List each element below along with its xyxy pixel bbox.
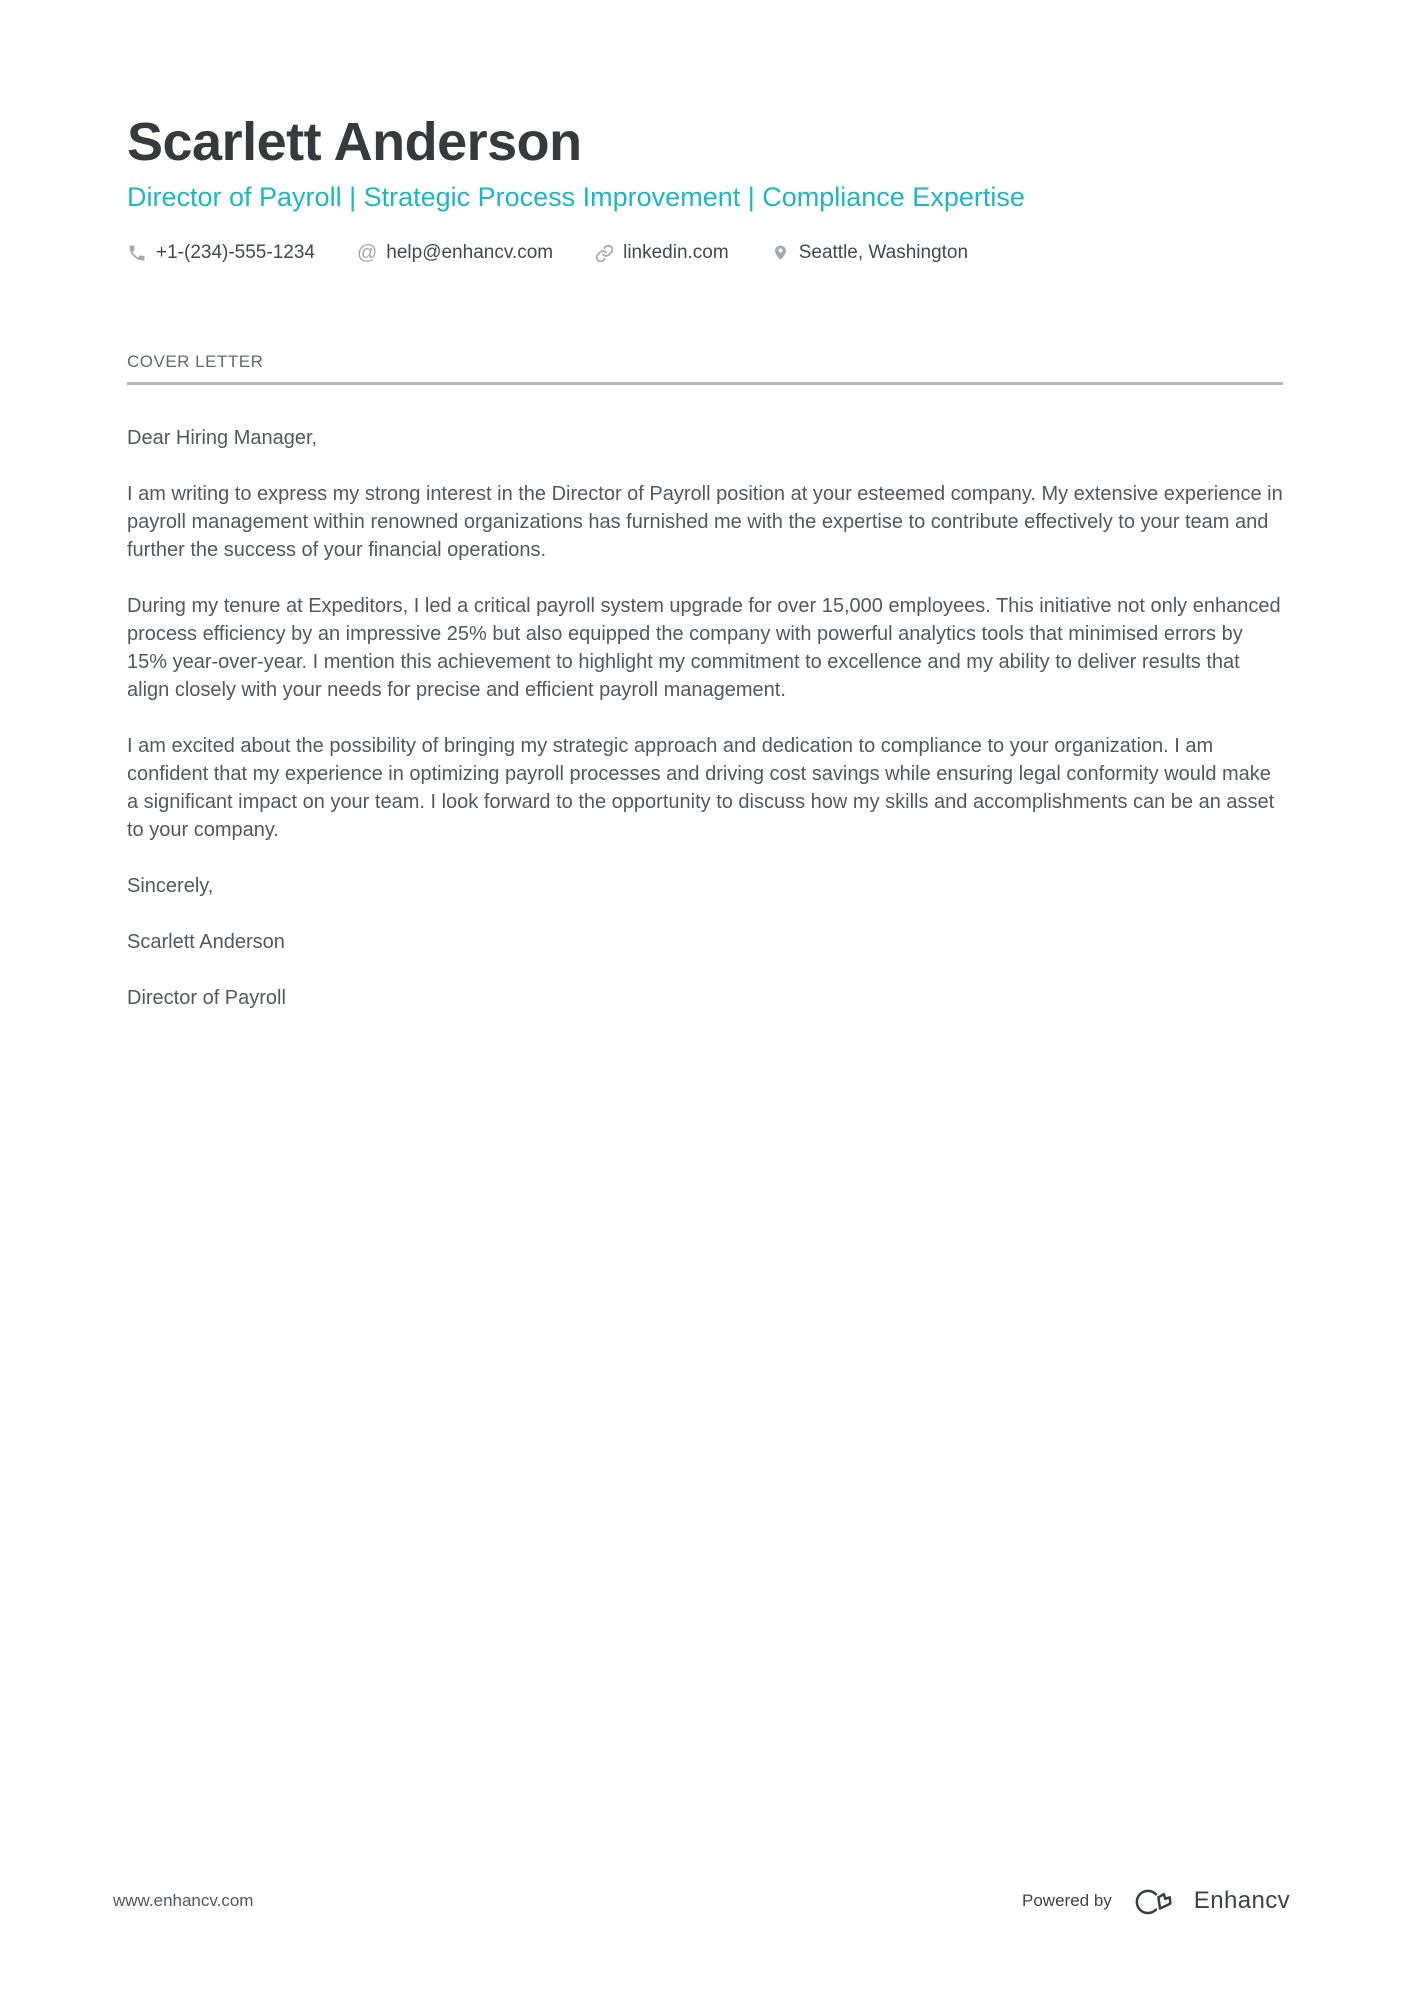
letter-paragraph: During my tenure at Expeditors, I led a critical payroll system upgrade for over 15,000 employees. This initiative not only enhanced process efficiency by an impressive 25% but also equipped the company with powerful analytics tools that minimised errors by 15% year-over-year. I mention this achievement to highlight my commitment to excellence and my ability to deliver results that align closely with your needs for precise and efficient payroll management. (127, 595, 1281, 702)
contact-phone-text: +1-(234)-555-1234 (156, 242, 315, 264)
powered-by-label: Powered by (1022, 1891, 1112, 1910)
person-headline: Director of Payroll | Strategic Process Improvement | Compliance Expertise (127, 182, 1025, 213)
contact-location (771, 242, 968, 264)
page-footer (113, 1883, 1290, 1919)
location-icon (771, 244, 790, 263)
signature-name: Scarlett Anderson (127, 931, 285, 954)
brand-name: Enhancv (1193, 1887, 1290, 1914)
letter-greeting: Dear Hiring Manager, (127, 427, 318, 450)
cover-letter-body (127, 424, 1283, 1012)
contact-location-text: Seattle, Washington (798, 242, 969, 264)
person-name: Scarlett Anderson (127, 112, 582, 172)
footer-site-link[interactable]: www.enhancv.com (113, 1891, 254, 1910)
contact-phone[interactable] (127, 242, 315, 264)
signature-title: Director of Payroll (127, 987, 286, 1010)
at-icon: @ (356, 242, 378, 265)
letter-closing: Sincerely, (127, 875, 214, 898)
phone-icon (127, 243, 147, 263)
contact-linkedin[interactable] (595, 242, 729, 264)
letter-paragraph: I am writing to express my strong interest in the Director of Payroll position at your esteemed company. My extensive experience in payroll management within renowned organizations has furnished me with the expertise to contribute effectively to your team and further the success of your financial operations. (127, 483, 1283, 562)
section-title: COVER LETTER (127, 352, 1283, 385)
enhancv-logo-icon (1126, 1883, 1180, 1919)
contact-email[interactable] (357, 242, 553, 264)
link-icon (595, 244, 614, 263)
contact-email-text: help@enhancv.com (386, 242, 554, 264)
contact-row (127, 242, 1283, 264)
powered-by-group[interactable] (1022, 1883, 1290, 1919)
letter-paragraph: I am excited about the possibility of bringing my strategic approach and dedication to compliance to your organization. I am confident that my experience in optimizing payroll processes and driving cost savings while ensuring legal conformity would make a significant impact on your team. I look forward to the opportunity to discuss how my skills and accomplishments can be an asset to your company. (127, 735, 1275, 842)
contact-linkedin-text: linkedin.com (623, 242, 729, 264)
